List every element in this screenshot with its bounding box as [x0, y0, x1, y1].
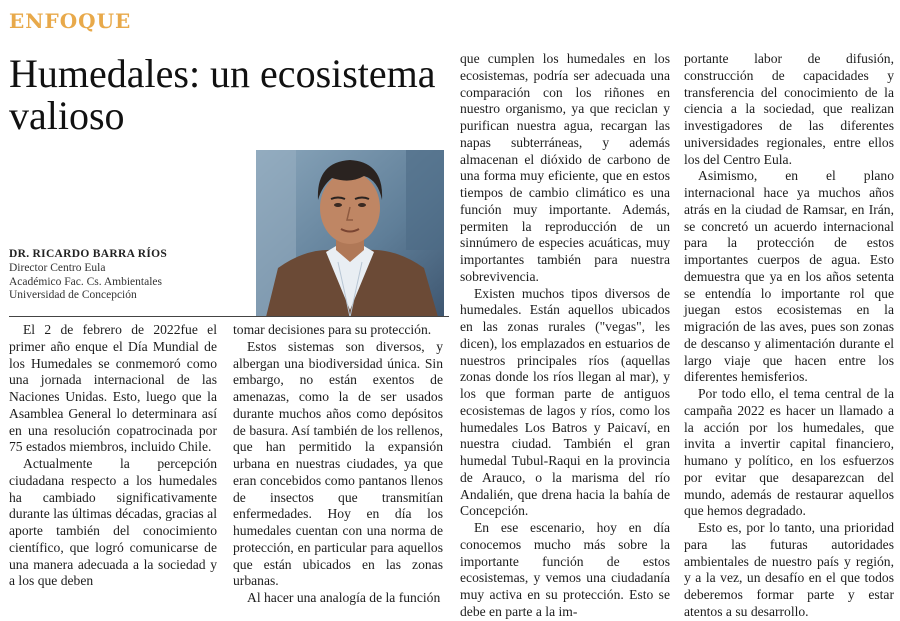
author-role: Académico Fac. Cs. Ambientales [9, 275, 162, 288]
paragraph: Existen muchos tipos diversos de humedales. Están aquellos ubicados en las zonas rurales ("vegas", les dicen), los emplazados en estuarios de nuestros principales ríos (aquellas zonas donde los ríos llegan al mar), y los que forman parte de antiguos ecosistemas de lagos y ríos, como los humedales Los Batros y Paicaví, en nuestra ciudad. También el gran humedal Tubul-Raqui en la provincia de Arauco, o la marisma del río Andalién, que drena hacia la bahía de Concepción. [460, 285, 670, 519]
author-portrait [256, 150, 444, 317]
paragraph: Asimismo, en el plano internacional hace ya muchos años atrás en la ciudad de Ramsar, en Irán, se concretó un acuerdo internacional para la protección de estos importantes cuerpos de agua. Esto demuestra que ya en los años setenta se entendía lo importante rol que juegan estos ecosistemas en la migración de las aves, pues son zonas de descanso y alimentación durante el largo viaje que hacen entre los diferentes hemisferios. [684, 168, 894, 385]
paragraph: Actualmente la percepción ciudadana respecto a los humedales ha cambiado significativamente durante las últimas décadas, gracias al aporte también del conocimiento científico, que logró comunicarse de una manera adecuada a la sociedad y a los que deben [9, 456, 217, 589]
body-column-3 [460, 51, 670, 621]
paragraph: Al hacer una analogía de la función [247, 590, 441, 605]
divider [9, 316, 449, 317]
paragraph: portante labor de difusión, construcción de capacidades y transferencia del conocimiento de la ciencia a la sociedad, que realizan investigadores de las diferentes universidades regionales, entre ellos los del Centro Eula. [684, 51, 894, 167]
author-name: DR. RICARDO BARRA RÍOS [9, 248, 168, 260]
paragraph: tomar decisiones para su protección. [233, 322, 432, 337]
author-role: Universidad de Concepción [9, 289, 137, 301]
section-tag: ENFOQUE [9, 9, 132, 33]
author-portrait-icon [256, 150, 444, 317]
paragraph: Estos sistemas son diversos, y albergan una biodiversidad única. Sin embargo, no están exentos de amenazas, como la de ser usados durante muchos años como depósitos de basura. Así también de los rellenos, que han permitido la expansión urbana en nuestras ciudades, ya que eran concebidos como pantanos llenos de insectos que transmitían enfermedades. Hoy en día los humedales cuentan con una norma de protección, en particular para aquellos que están ubicados en las zonas urbanas. [233, 338, 443, 589]
paragraph: El 2 de febrero de 2022fue el primer año enque el Día Mundial de los Humedales se conmemoró como una jornada internacional de las Naciones Unidas. Esto, luego que la Asamblea General lo determinara así en una resolución copatrocinada por 75 estados miembros, incluido Chile. [9, 322, 217, 455]
paragraph: Por todo ello, el tema central de la campaña 2022 es hacer un llamado a la acción por los humedales, que invita a invertir capital financiero, humano y político, en los esfuerzos por evitar que desaparezcan del mundo, además de restaurar aquellos que hemos degradado. [684, 386, 894, 519]
body-column-4 [684, 51, 894, 621]
body-column-2 [233, 322, 443, 607]
paragraph: En ese escenario, hoy en día conocemos mucho más sobre la importante función de estos ecosistemas, y vemos una ciudadanía muy activa en su protección. Esto se debe en parte a la im- [460, 520, 670, 619]
paragraph: que cumplen los humedales en los ecosistemas, podría ser adecuada una comparación con los riñones en nuestro organismo, ya que reciclan y purifican nuestra agua, recargan las napas subterráneas, y además almacenan el dióxido de carbono de una forma muy eficiente, que en estos tiempos de cambio climático es una función muy importante. Además, permiten la reproducción de un sinnúmero de especies acuáticas, muy importantes también para nuestra sobrevivencia. [460, 51, 670, 284]
body-column-1 [9, 322, 217, 590]
author-byline [9, 247, 259, 303]
headline: Humedales: un ecosistema valioso [9, 51, 436, 138]
author-role: Director Centro Eula [9, 262, 106, 274]
paragraph: Esto es, por lo tanto, una prioridad para las futuras autoridades ambientales de nuestro país y región, y a la vez, un desafío en el que todos deberemos formar parte y estar atentos a su desarrollo. [684, 520, 894, 619]
